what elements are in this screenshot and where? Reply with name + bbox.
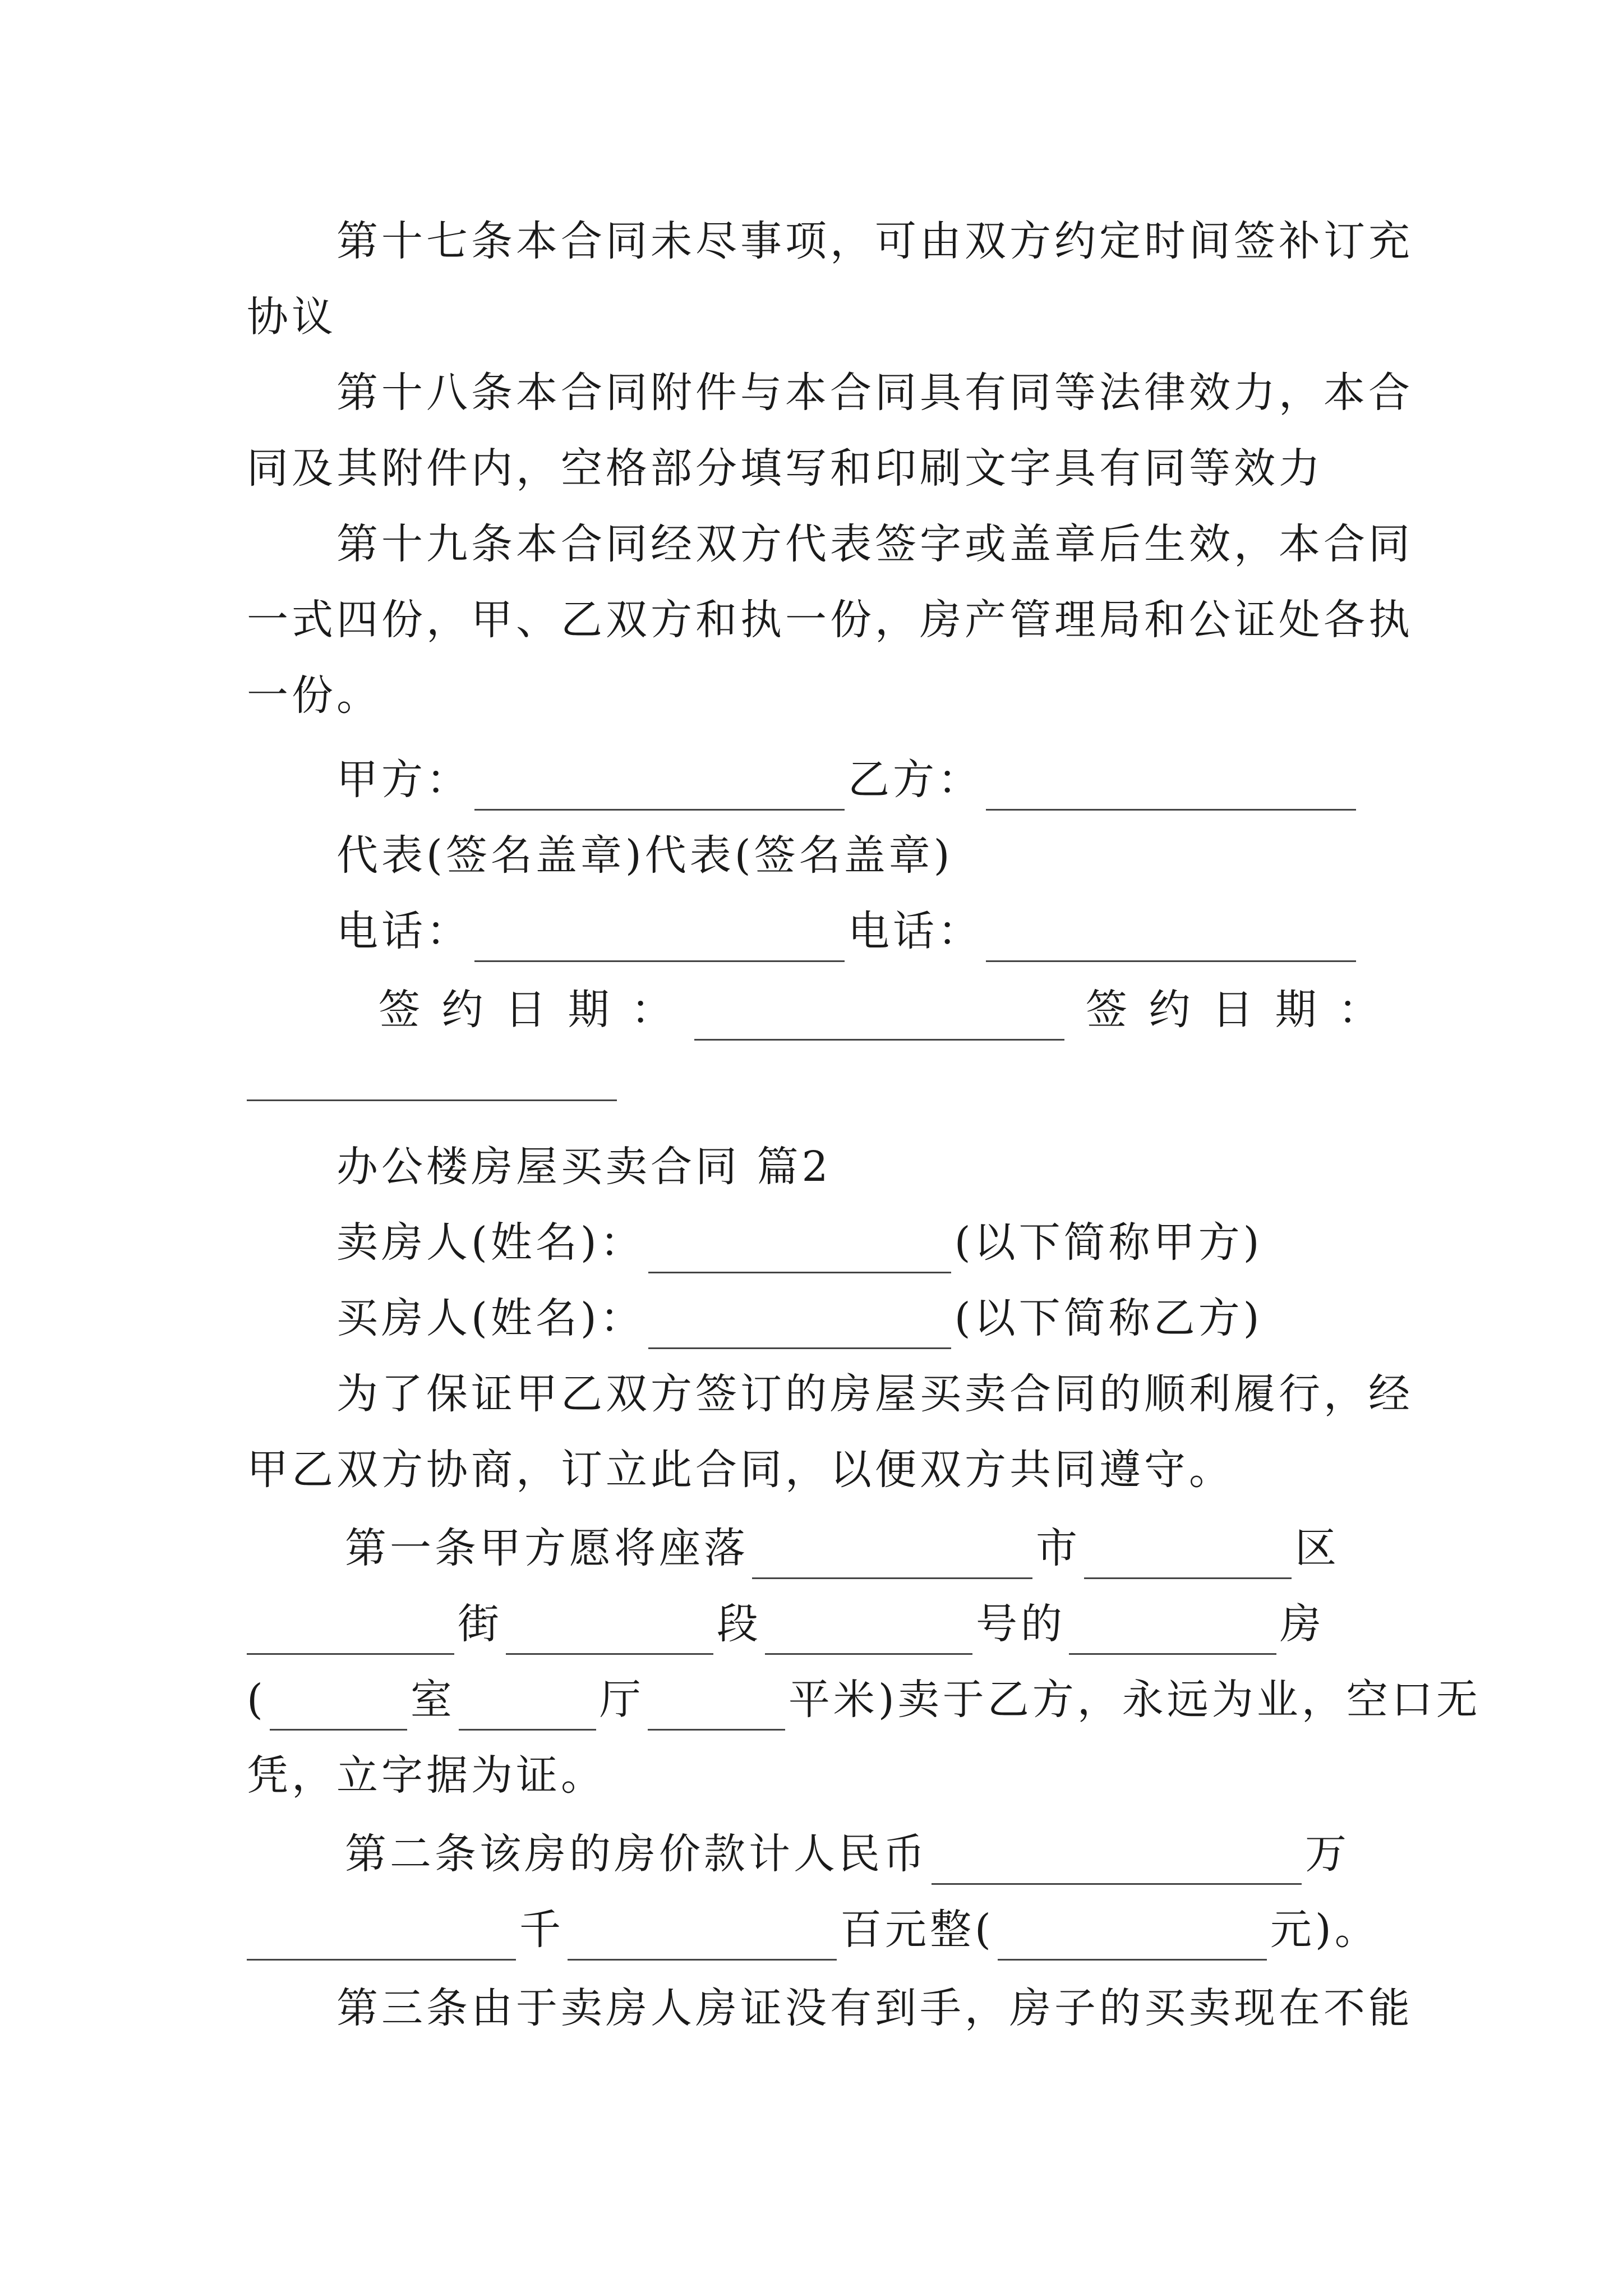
price-yuan-blank (998, 1915, 1267, 1961)
phone-b-blank (986, 917, 1356, 962)
date-char: 日 (505, 986, 546, 1034)
date-char: 期 (1275, 986, 1317, 1034)
district-label: 区 (1295, 1524, 1340, 1572)
article-18-line-2: 同及其附件内，空格部分填写和印刷文字具有同等效力 (247, 444, 1324, 493)
seller-label: 卖房人(姓名)： (336, 1218, 645, 1267)
intro-line-2: 甲乙双方协商，订立此合同，以便双方共同遵守。 (247, 1446, 1234, 1494)
seller-line (247, 1212, 1380, 1273)
area-blank (648, 1685, 785, 1731)
buyer-label: 买房人(姓名)： (336, 1294, 645, 1342)
article-17-line-1: 第十七条本合同未尽事项，可由双方约定时间签补订充 (336, 217, 1413, 265)
article-2-line-1 (247, 1823, 1380, 1885)
buyer-line (247, 1287, 1380, 1349)
price-bai-blank (568, 1915, 837, 1961)
signature-phone-line (247, 900, 1380, 962)
signature-party-line (247, 749, 1380, 811)
article-19-line-2: 一式四份，甲、乙双方和执一份，房产管理局和公证处各执 (247, 596, 1413, 644)
price-wan-blank (932, 1839, 1302, 1885)
article-17-line-2: 协议 (247, 293, 336, 341)
hall-blank (459, 1685, 596, 1731)
district-blank (247, 1609, 454, 1655)
party-a-blank (474, 765, 845, 811)
section-blank (765, 1609, 972, 1655)
date-char: ： (631, 986, 672, 1034)
intro-line-1: 为了保证甲乙双方签订的房屋买卖合同的顺利履行，经 (336, 1370, 1413, 1418)
city-blank (1084, 1534, 1292, 1579)
location-blank (752, 1534, 1032, 1579)
room-blank (270, 1685, 407, 1731)
number-label: 号的 (976, 1600, 1066, 1648)
wan-label: 万 (1305, 1830, 1350, 1878)
date-char: 约 (441, 986, 483, 1034)
date-char: 签 (379, 986, 420, 1034)
signing-date-line (247, 979, 1380, 1041)
city-label: 市 (1036, 1524, 1081, 1572)
date-b-blank (247, 1066, 617, 1101)
hall-label: 厅 (599, 1676, 644, 1724)
article-18-line-1: 第十八条本合同附件与本合同具有同等法律效力，本合 (336, 369, 1413, 417)
date-char: 期 (568, 986, 610, 1034)
area-text: 平米)卖于乙方，永远为业，空口无 (788, 1676, 1481, 1724)
article-19-line-3: 一份。 (247, 671, 381, 720)
date-char: ： (1338, 986, 1380, 1034)
seller-suffix: (以下简称甲方) (954, 1218, 1263, 1267)
party-a-label: 甲方： (336, 756, 471, 804)
buyer-suffix: (以下简称乙方) (954, 1294, 1263, 1342)
date-char: 约 (1149, 986, 1191, 1034)
article-1-line-4: 凭，立字据为证。 (247, 1751, 606, 1800)
seller-name-blank (648, 1228, 951, 1273)
section-label: 段 (717, 1600, 762, 1648)
number-blank (1069, 1609, 1276, 1655)
article-1-line-2 (247, 1593, 1380, 1655)
street-label: 街 (458, 1600, 502, 1648)
house-label: 房 (1280, 1600, 1325, 1648)
date-char: 日 (1212, 986, 1253, 1034)
room-label: 室 (410, 1676, 455, 1724)
bai-label: 百元整( (840, 1906, 994, 1954)
buyer-name-blank (648, 1304, 951, 1349)
qian-label: 千 (519, 1906, 564, 1954)
phone-a-blank (474, 917, 845, 962)
date-char: 签 (1086, 986, 1127, 1034)
phone-b-label: 电话： (848, 907, 983, 955)
article-2-start: 第二条该房的房价款计人民币 (345, 1830, 928, 1878)
street-blank (506, 1609, 713, 1655)
yuan-label: 元)。 (1270, 1906, 1380, 1954)
article-3-line-1: 第三条由于卖房人房证没有到手，房子的买卖现在不能 (336, 1984, 1413, 2032)
article-2-line-2 (247, 1899, 1380, 1961)
party-b-blank (986, 765, 1356, 811)
article-19-line-1: 第十九条本合同经双方代表签字或盖章后生效，本合同 (336, 520, 1413, 568)
article-1-line-1 (247, 1517, 1380, 1579)
phone-a-label: 电话： (336, 907, 471, 955)
date-a-blank (694, 995, 1064, 1041)
article-1-line-3 (247, 1669, 1481, 1731)
open-paren: ( (247, 1676, 266, 1724)
article-1-start: 第一条甲方愿将座落 (345, 1524, 749, 1572)
party-b-label: 乙方： (848, 756, 983, 804)
signature-representative-line: 代表(签名盖章)代表(签名盖章) (336, 831, 953, 880)
price-qian-blank (247, 1915, 516, 1961)
section-title: 办公楼房屋买卖合同 篇2 (336, 1143, 832, 1191)
